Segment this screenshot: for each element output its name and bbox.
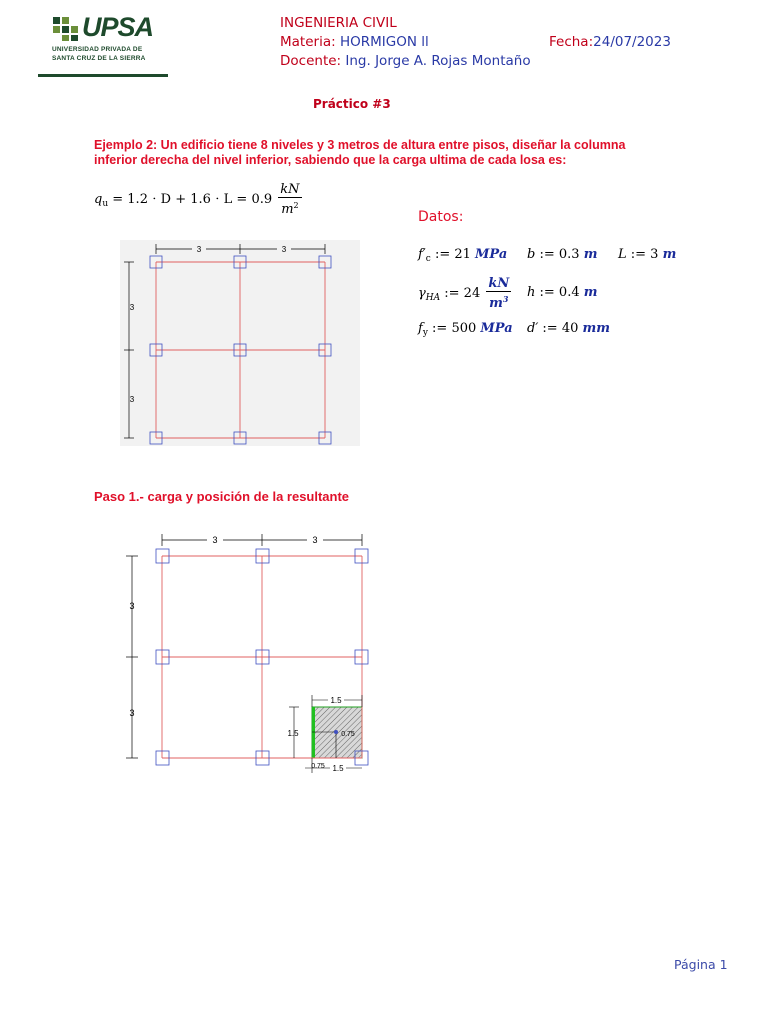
page-title: Práctico #3 <box>313 97 391 111</box>
plan1-span-left-bottom: 3 <box>129 395 135 404</box>
fy-symbol: f <box>418 321 423 336</box>
b-symbol: b <box>527 247 536 262</box>
fc-symbol: f′ <box>418 247 426 262</box>
plan2-span-left-top: 3 <box>129 601 135 611</box>
datos-b <box>527 247 597 262</box>
b-value: := 0.3 <box>539 247 580 262</box>
logo-rule <box>38 74 168 77</box>
datos-label: Datos: <box>418 209 464 225</box>
page-number: Página 1 <box>674 957 728 972</box>
upsa-emblem-icon <box>52 16 80 42</box>
datos-d <box>527 321 610 336</box>
gamma-symbol: γ <box>418 286 426 301</box>
docente-label: Docente: <box>280 53 342 69</box>
docente-value: Ing. Jorge A. Rojas Montaño <box>345 53 531 69</box>
fy-sub: y <box>422 328 428 338</box>
gamma-unit <box>486 276 511 311</box>
materia-label: Materia: <box>280 34 336 50</box>
plan1-span-top-left: 3 <box>196 245 202 254</box>
fecha-line <box>549 34 671 50</box>
datos-L <box>618 247 676 262</box>
logo-wordmark: UPSA <box>82 12 154 42</box>
plan2-span-top-right: 3 <box>312 535 318 545</box>
problem-statement <box>94 138 714 168</box>
resultant-y-label: 0.75 <box>341 731 355 738</box>
eq-rhs: = 1.2 ⋅ D + 1.6 ⋅ L = 0.9 <box>112 192 273 207</box>
trib-bottom-label: 1.5 <box>332 764 344 773</box>
eq-unit-num: kN <box>280 182 300 197</box>
resultant-point <box>334 730 338 734</box>
statement-line-1: Ejemplo 2: Un edificio tiene 8 niveles y 3 metros de altura entre pisos, diseñar la columna <box>94 138 626 152</box>
plan2-span-top-left: 3 <box>212 535 218 545</box>
d-value: := 40 <box>542 321 579 336</box>
plan2-span-left-bottom: 3 <box>129 708 135 718</box>
eq-lhs: q <box>94 192 103 207</box>
upsa-logo <box>38 12 168 78</box>
fy-unit: MPa <box>480 321 513 336</box>
materia-line <box>280 34 429 50</box>
paso1-heading: Paso 1.- carga y posición de la resultante <box>94 489 350 504</box>
datos-gamma <box>418 276 513 311</box>
eq-unit-den: m <box>281 202 294 217</box>
L-value: := 3 <box>630 247 659 262</box>
materia-value: HORMIGON ll <box>339 34 429 50</box>
d-symbol: d′ <box>527 321 539 336</box>
load-equation <box>94 182 304 217</box>
datos-fc <box>418 247 507 264</box>
h-value: := 0.4 <box>539 285 580 300</box>
fc-unit: MPa <box>475 247 508 262</box>
fecha-label: Fecha: <box>549 34 594 50</box>
program-name: INGENIERIA CIVIL <box>280 15 397 31</box>
b-unit: m <box>583 247 598 262</box>
plan1-span-left-top: 3 <box>129 303 135 312</box>
gamma-unit-exp: 3 <box>502 294 509 304</box>
eq-lhs-sub: u <box>102 199 109 209</box>
resultant-x-label: 0.75 <box>311 763 325 770</box>
tributary-edge <box>312 707 315 758</box>
L-unit: m <box>662 247 677 262</box>
fc-value: := 21 <box>434 247 471 262</box>
logo-line-2: SANTA CRUZ DE LA SIERRA <box>52 55 146 62</box>
datos-h <box>527 285 598 300</box>
gamma-unit-den: m <box>489 296 503 311</box>
eq-unit-exp: 2 <box>293 201 299 210</box>
logo-line-1: UNIVERSIDAD PRIVADA DE <box>52 46 143 53</box>
L-symbol: L <box>618 247 627 262</box>
eq-unit <box>278 182 301 217</box>
gamma-value: := 24 <box>444 286 481 301</box>
trib-width-label: 1.5 <box>330 696 342 705</box>
h-symbol: h <box>527 285 536 300</box>
trib-height-label: 1.5 <box>287 729 299 738</box>
datos-fy <box>418 321 513 338</box>
d-unit: mm <box>582 321 611 336</box>
floor-plan-1 <box>120 240 360 446</box>
fc-sub: c <box>425 254 431 264</box>
h-unit: m <box>583 285 598 300</box>
gamma-sub: HA <box>425 293 441 303</box>
floor-plan-2 <box>122 530 382 778</box>
statement-line-2: inferior derecha del nivel inferior, sabiendo que la carga ultima de cada losa es: <box>94 153 567 167</box>
plan1-span-top-right: 3 <box>281 245 287 254</box>
gamma-unit-num: kN <box>488 276 510 291</box>
fecha-value: 24/07/2023 <box>593 34 671 50</box>
fy-value: := 500 <box>432 321 477 336</box>
docente-line <box>280 53 531 69</box>
